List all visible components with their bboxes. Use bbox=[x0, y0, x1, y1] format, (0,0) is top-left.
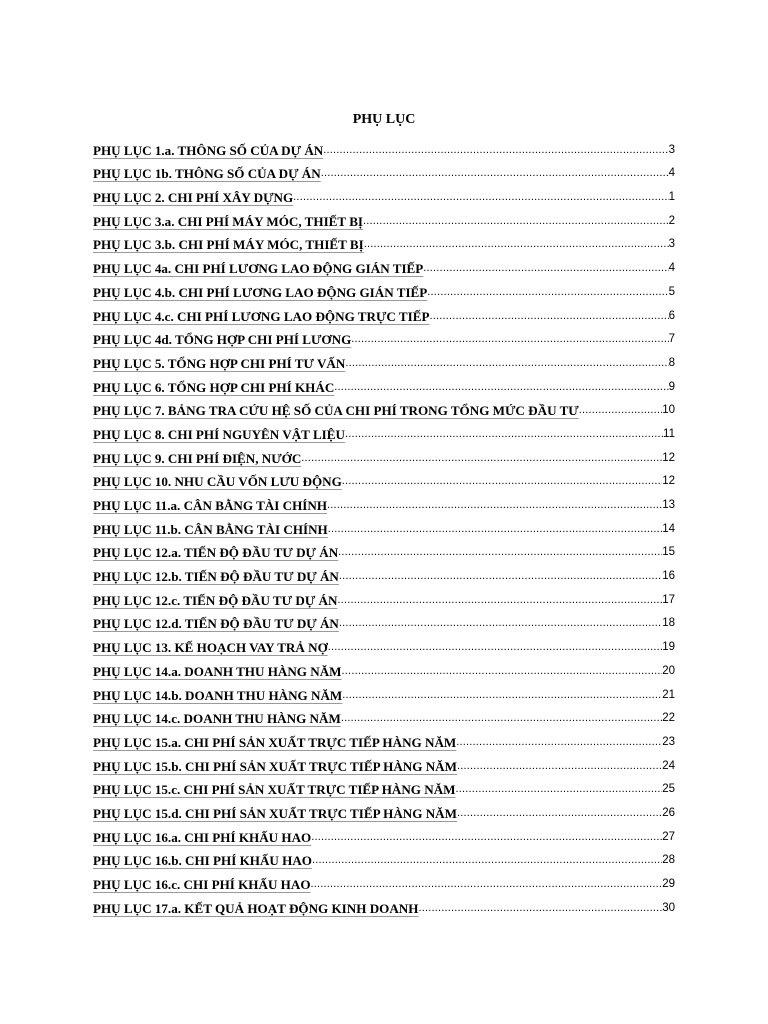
toc-entry-label[interactable]: PHỤ LỤC 12.a. TIẾN ĐỘ ĐẦU TƯ DỰ ÁN bbox=[93, 545, 339, 561]
toc-entry[interactable] bbox=[93, 751, 675, 775]
toc-dot-leader bbox=[418, 900, 662, 917]
toc-entry-page-number[interactable]: 20 bbox=[662, 664, 675, 677]
toc-dot-leader bbox=[339, 615, 662, 632]
toc-entry-page-number[interactable]: 24 bbox=[662, 759, 675, 772]
toc-entry[interactable] bbox=[93, 182, 675, 206]
toc-entry-page-number[interactable]: 21 bbox=[662, 688, 675, 701]
toc-entry-label[interactable]: PHỤ LỤC 16.b. CHI PHÍ KHẤU HAO bbox=[93, 853, 312, 869]
toc-dot-leader bbox=[342, 663, 663, 680]
toc-dot-leader bbox=[341, 710, 662, 727]
toc-dot-leader bbox=[293, 189, 668, 206]
toc-entry[interactable] bbox=[93, 396, 675, 420]
toc-entry-page-number[interactable]: 18 bbox=[662, 617, 675, 630]
toc-entry-page-number[interactable]: 26 bbox=[662, 806, 675, 819]
toc-entry[interactable] bbox=[93, 822, 675, 846]
toc-entry-page-number[interactable]: 3 bbox=[668, 238, 675, 251]
toc-dot-leader bbox=[456, 781, 663, 798]
toc-entry[interactable] bbox=[93, 846, 675, 870]
toc-entry-page-number[interactable]: 25 bbox=[662, 783, 675, 796]
toc-entry-label[interactable]: PHỤ LỤC 4.b. CHI PHÍ LƯƠNG LAO ĐỘNG GIÁN TIẾP bbox=[93, 284, 428, 300]
toc-entry-page-number[interactable]: 4 bbox=[668, 167, 675, 180]
toc-entry[interactable] bbox=[93, 443, 675, 467]
toc-dot-leader bbox=[342, 687, 662, 704]
toc-dot-leader bbox=[457, 758, 662, 775]
toc-dot-leader bbox=[423, 260, 668, 277]
toc-entry-page-number[interactable]: 12 bbox=[662, 475, 675, 488]
toc-entry-label[interactable]: PHỤ LỤC 13. KẾ HOẠCH VAY TRẢ NỢ bbox=[93, 640, 328, 656]
toc-entry-label[interactable]: PHỤ LỤC 12.c. TIẾN ĐỘ ĐẦU TƯ DỰ ÁN bbox=[93, 592, 338, 608]
toc-entry-label[interactable]: PHỤ LỤC 3.a. CHI PHÍ MÁY MÓC, THIẾT BỊ bbox=[93, 213, 364, 229]
toc-entry[interactable] bbox=[93, 727, 675, 751]
toc-entry[interactable] bbox=[93, 680, 675, 704]
toc-entry-label[interactable]: PHỤ LỤC 10. NHU CẦU VỐN LƯU ĐỘNG bbox=[93, 474, 342, 490]
toc-entry[interactable] bbox=[93, 775, 675, 799]
toc-entry-label[interactable]: PHỤ LỤC 15.a. CHI PHÍ SẢN XUẤT TRỰC TIẾP HÀNG NĂM bbox=[93, 734, 457, 750]
toc-entry[interactable] bbox=[93, 585, 675, 609]
toc-entry-page-number[interactable]: 17 bbox=[662, 593, 675, 606]
toc-entry-label[interactable]: PHỤ LỤC 15.c. CHI PHÍ SẢN XUẤT TRỰC TIẾP HÀNG NĂM bbox=[93, 782, 456, 798]
toc-entry-label[interactable]: PHỤ LỤC 11.b. CÂN BẰNG TÀI CHÍNH bbox=[93, 521, 328, 537]
toc-entry[interactable] bbox=[93, 206, 675, 230]
toc-dot-leader bbox=[334, 379, 668, 396]
toc-entry-label[interactable]: PHỤ LỤC 2. CHI PHÍ XÂY DỰNG bbox=[93, 190, 294, 206]
toc-dot-leader bbox=[345, 426, 663, 443]
toc-entry-label[interactable]: PHỤ LỤC 12.b. TIẾN ĐỘ ĐẦU TƯ DỰ ÁN bbox=[93, 569, 339, 585]
toc-entry-page-number[interactable]: 10 bbox=[662, 404, 675, 417]
toc-entry-page-number[interactable]: 13 bbox=[662, 499, 675, 511]
toc-entry-label[interactable]: PHỤ LỤC 12.d. TIẾN ĐỘ ĐẦU TƯ DỰ ÁN bbox=[93, 616, 339, 632]
toc-entry[interactable] bbox=[93, 159, 675, 183]
toc-dot-leader bbox=[327, 497, 662, 514]
toc-dot-leader bbox=[429, 308, 668, 325]
toc-entry-page-number[interactable]: 7 bbox=[668, 333, 675, 346]
toc-entry[interactable] bbox=[93, 135, 675, 159]
toc-entry[interactable] bbox=[93, 325, 675, 349]
toc-entry-label[interactable]: PHỤ LỤC 5. TỔNG HỢP CHI PHÍ TƯ VẤN bbox=[93, 355, 346, 371]
toc-dot-leader bbox=[579, 402, 662, 419]
toc-entry-label[interactable]: PHỤ LỤC 1.a. THÔNG SỐ CỦA DỰ ÁN bbox=[93, 142, 324, 158]
toc-dot-leader bbox=[457, 805, 662, 822]
toc-dot-leader bbox=[311, 829, 662, 846]
toc-entry-label[interactable]: PHỤ LỤC 4d. TỔNG HỢP CHI PHÍ LƯƠNG bbox=[93, 332, 352, 348]
toc-entry-label[interactable]: PHỤ LỤC 14.b. DOANH THU HÀNG NĂM bbox=[93, 687, 343, 703]
toc-dot-leader bbox=[363, 213, 669, 230]
toc-dot-leader bbox=[345, 355, 668, 372]
toc-dot-leader bbox=[311, 876, 663, 893]
toc-entry[interactable] bbox=[93, 277, 675, 301]
toc-entry-page-number[interactable]: 2 bbox=[668, 214, 675, 227]
toc-entry-page-number[interactable]: 28 bbox=[662, 854, 675, 867]
toc-dot-leader bbox=[342, 473, 662, 490]
toc-entry[interactable] bbox=[93, 372, 675, 396]
toc-entry-page-number[interactable]: 11 bbox=[663, 427, 675, 440]
toc-entry-label[interactable]: PHỤ LỤC 15.d. CHI PHÍ SẢN XUẤT TRỰC TIẾP HÀNG NĂM bbox=[93, 805, 457, 821]
table-of-contents bbox=[93, 135, 675, 917]
toc-entry-page-number[interactable]: 1 bbox=[668, 191, 675, 204]
toc-entry-page-number[interactable]: 14 bbox=[662, 522, 675, 535]
toc-entry[interactable] bbox=[93, 490, 675, 514]
toc-entry-page-number[interactable]: 23 bbox=[662, 735, 675, 748]
toc-title: PHỤ LỤC bbox=[352, 112, 416, 127]
toc-entry-label[interactable]: PHỤ LỤC 9. CHI PHÍ ĐIỆN, NƯỚC bbox=[93, 450, 302, 466]
toc-dot-leader bbox=[364, 236, 669, 253]
toc-dot-leader bbox=[339, 568, 662, 585]
toc-entry[interactable] bbox=[93, 609, 675, 633]
toc-entry-page-number[interactable]: 22 bbox=[662, 712, 675, 725]
toc-entry-page-number[interactable]: 27 bbox=[662, 830, 675, 843]
toc-entry-label[interactable]: PHỤ LỤC 6. TỔNG HỢP CHI PHÍ KHÁC bbox=[93, 379, 335, 395]
toc-dot-leader bbox=[301, 450, 662, 467]
toc-entry-label[interactable]: PHỤ LỤC 16.c. CHI PHÍ KHẤU HAO bbox=[93, 877, 311, 892]
toc-entry-label[interactable]: PHỤ LỤC 3.b. CHI PHÍ MÁY MÓC, THIẾT BỊ bbox=[93, 237, 364, 253]
toc-entry[interactable] bbox=[93, 348, 675, 372]
toc-entry[interactable] bbox=[93, 230, 675, 254]
toc-entry-label[interactable]: PHỤ LỤC 7. BẢNG TRA CỨU HỆ SỐ CỦA CHI PHÍ TRONG TỔNG MỨC ĐẦU TƯ bbox=[93, 403, 579, 419]
toc-entry-page-number[interactable]: 6 bbox=[668, 309, 675, 322]
toc-entry-page-number[interactable]: 30 bbox=[662, 901, 675, 914]
toc-entry[interactable] bbox=[93, 301, 675, 325]
toc-entry-page-number[interactable]: 9 bbox=[668, 380, 675, 393]
toc-dot-leader bbox=[456, 734, 662, 751]
toc-entry-label[interactable]: PHỤ LỤC 4a. CHI PHÍ LƯƠNG LAO ĐỘNG GIÁN TIẾP bbox=[93, 261, 424, 277]
toc-entry-page-number[interactable]: 4 bbox=[668, 262, 675, 275]
toc-dot-leader bbox=[337, 592, 662, 609]
toc-entry-page-number[interactable]: 15 bbox=[662, 546, 675, 559]
toc-entry[interactable] bbox=[93, 419, 675, 443]
toc-dot-leader bbox=[338, 544, 662, 561]
toc-entry-page-number[interactable]: 19 bbox=[662, 641, 675, 654]
toc-entry-page-number[interactable]: 29 bbox=[662, 878, 675, 890]
toc-entry[interactable] bbox=[93, 538, 675, 562]
toc-entry[interactable] bbox=[93, 561, 675, 585]
toc-dot-leader bbox=[312, 852, 662, 869]
toc-entry[interactable] bbox=[93, 656, 675, 680]
toc-entry-label[interactable]: PHỤ LỤC 14.a. DOANH THU HÀNG NĂM bbox=[93, 663, 342, 679]
toc-dot-leader bbox=[323, 142, 668, 159]
toc-entry-label[interactable]: PHỤ LỤC 8. CHI PHÍ NGUYÊN VẬT LIỆU bbox=[93, 426, 345, 442]
toc-entry-page-number[interactable]: 16 bbox=[662, 570, 675, 583]
toc-entry[interactable] bbox=[93, 869, 675, 893]
toc-dot-leader bbox=[328, 521, 662, 538]
toc-entry-label[interactable]: PHỤ LỤC 16.a. CHI PHÍ KHẤU HAO bbox=[93, 829, 312, 845]
toc-entry-label[interactable]: PHỤ LỤC 17.a. KẾT QUẢ HOẠT ĐỘNG KINH DOANH bbox=[93, 900, 419, 916]
toc-entry[interactable] bbox=[93, 253, 675, 277]
toc-entry[interactable] bbox=[93, 632, 675, 656]
toc-entry-page-number[interactable]: 12 bbox=[662, 451, 675, 464]
toc-dot-leader bbox=[427, 284, 668, 301]
toc-entry-label[interactable]: PHỤ LỤC 4.c. CHI PHÍ LƯƠNG LAO ĐỘNG TRỰC TIẾP bbox=[93, 308, 430, 324]
toc-dot-leader bbox=[321, 165, 669, 182]
toc-entry-label[interactable]: PHỤ LỤC 14.c. DOANH THU HÀNG NĂM bbox=[93, 711, 341, 727]
toc-entry[interactable] bbox=[93, 798, 675, 822]
toc-entry-page-number[interactable]: 5 bbox=[668, 285, 675, 298]
toc-entry[interactable] bbox=[93, 514, 675, 538]
toc-entry-page-number[interactable]: 8 bbox=[668, 356, 675, 369]
toc-entry-page-number[interactable]: 3 bbox=[668, 143, 675, 156]
toc-dot-leader bbox=[328, 639, 662, 656]
toc-entry[interactable] bbox=[93, 893, 675, 917]
toc-entry[interactable] bbox=[93, 467, 675, 491]
toc-entry[interactable] bbox=[93, 704, 675, 728]
toc-entry-label[interactable]: PHỤ LỤC 1b. THÔNG SỐ CỦA DỰ ÁN bbox=[93, 166, 321, 182]
toc-entry-label[interactable]: PHỤ LỤC 15.b. CHI PHÍ SẢN XUẤT TRỰC TIẾP HÀNG NĂM bbox=[93, 758, 457, 774]
toc-dot-leader bbox=[351, 331, 668, 348]
toc-entry-label[interactable]: PHỤ LỤC 11.a. CÂN BẰNG TÀI CHÍNH bbox=[93, 498, 328, 513]
